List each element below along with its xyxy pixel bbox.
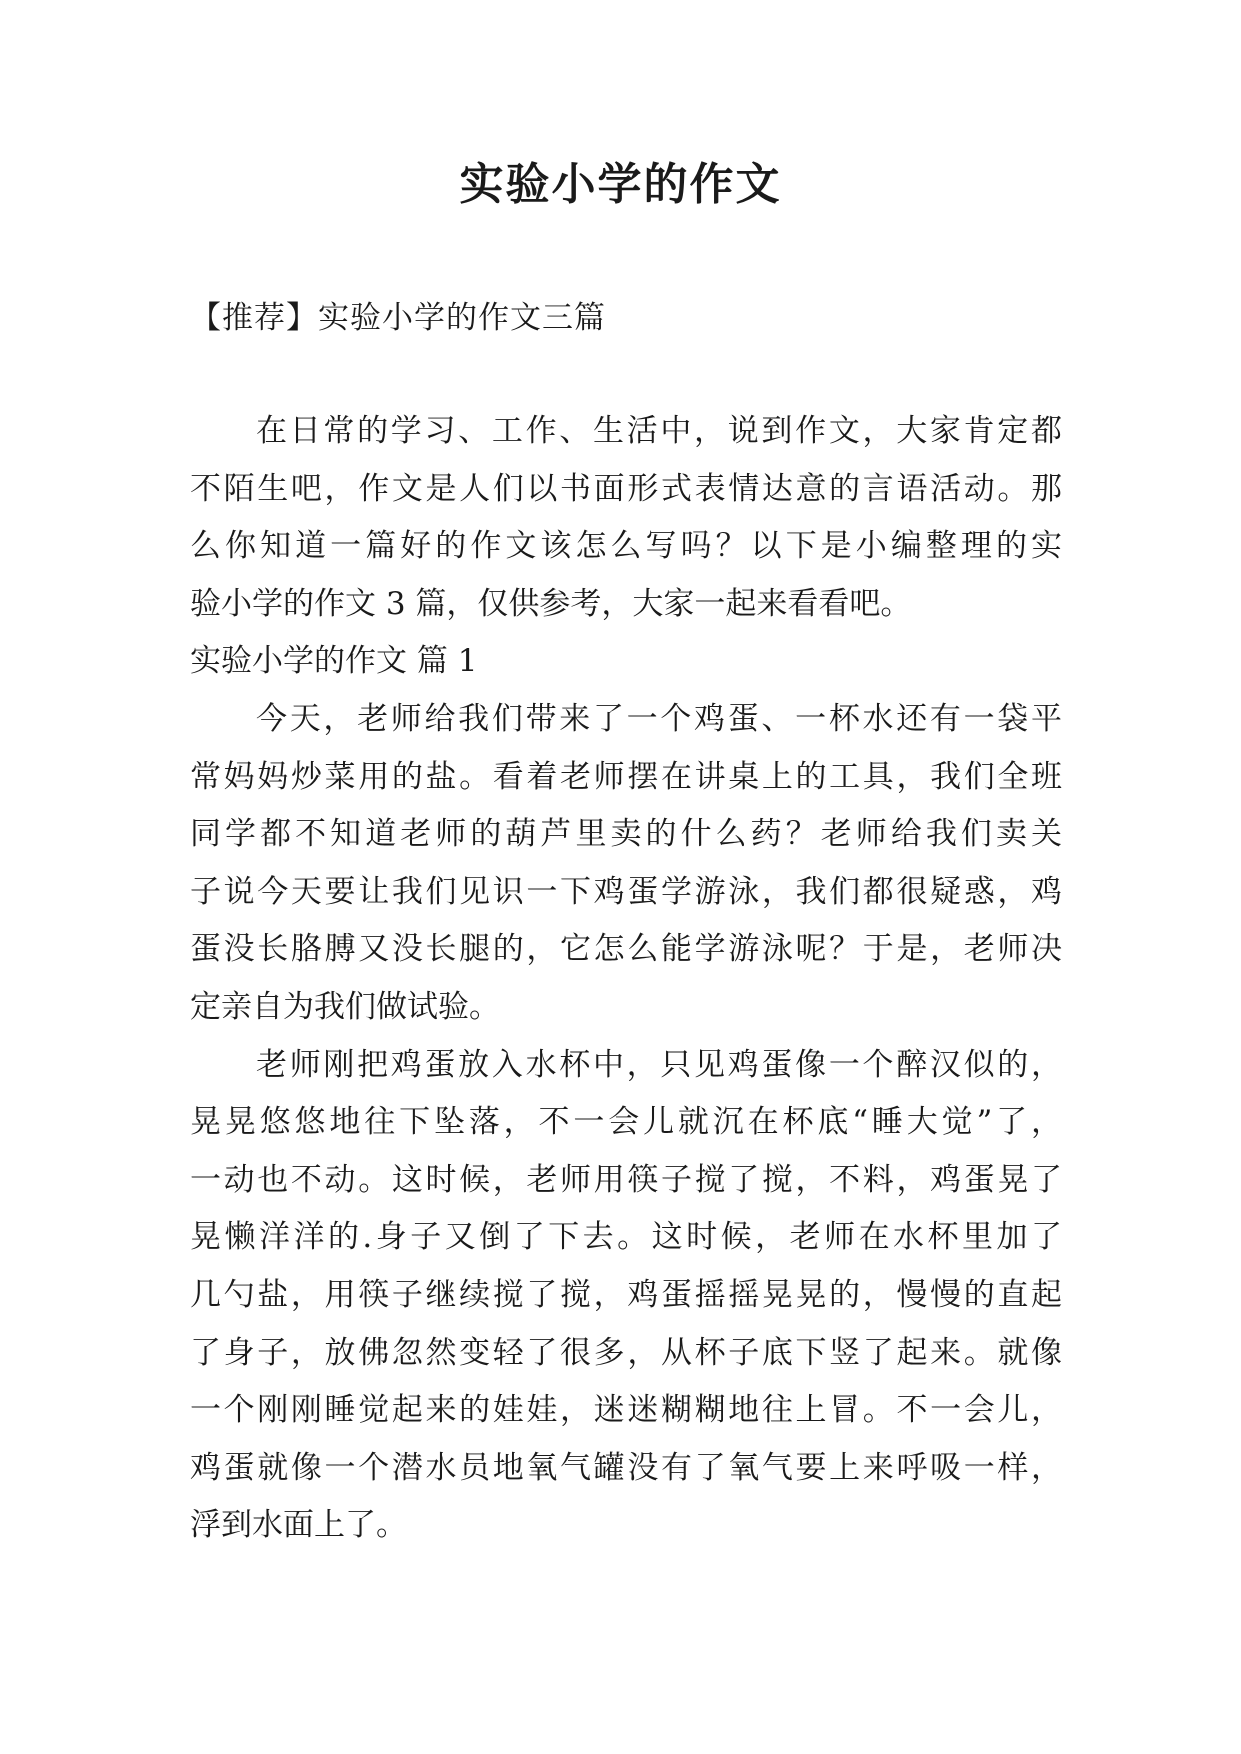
document-title: 实验小学的作文 [459, 159, 782, 210]
body-line: 了身子，放佛忽然变轻了很多，从杯子底下竖了起来。就像 [190, 1334, 1062, 1371]
body-line: 蛋没长胳膊又没长腿的，它怎么能学游泳呢？于是，老师决 [190, 931, 1062, 968]
body-line: 几勺盐，用筷子继续搅了搅，鸡蛋摇摇晃晃的，慢慢的直起 [190, 1276, 1062, 1313]
document-subtitle: 【推荐】实验小学的作文三篇 [190, 300, 606, 336]
body-line: 同学都不知道老师的葫芦里卖的什么药？老师给我们卖关 [190, 816, 1062, 853]
body-line: 一个刚刚睡觉起来的娃娃，迷迷糊糊地往上冒。不一会儿， [190, 1392, 1062, 1429]
body-line: 今天，老师给我们带来了一个鸡蛋、一杯水还有一袋平 [256, 700, 1062, 737]
document-body [190, 403, 1062, 1555]
body-line: 浮到水面上了。 [190, 1507, 407, 1544]
body-line: 验小学的作文 3 篇，仅供参考，大家一起来看看吧。 [190, 585, 912, 622]
body-line: 定亲自为我们做试验。 [190, 988, 500, 1025]
body-line: 一动也不动。这时候，老师用筷子搅了搅，不料，鸡蛋晃了 [190, 1161, 1062, 1198]
body-line: 子说今天要让我们见识一下鸡蛋学游泳，我们都很疑惑，鸡 [190, 873, 1062, 910]
body-line: 实验小学的作文 篇 1 [190, 643, 478, 680]
body-line: 鸡蛋就像一个潜水员地氧气罐没有了氧气要上来呼吸一样， [190, 1449, 1062, 1486]
body-line: 常妈妈炒菜用的盐。看着老师摆在讲桌上的工具，我们全班 [190, 758, 1062, 795]
body-line: 晃晃悠悠地往下坠落，不一会儿就沉在杯底“睡大觉”了， [190, 1104, 1062, 1141]
body-line: 老师刚把鸡蛋放入水杯中，只见鸡蛋像一个醉汉似的， [256, 1046, 1062, 1083]
body-line: 不陌生吧，作文是人们以书面形式表情达意的言语活动。那 [190, 470, 1062, 507]
body-line: 晃懒洋洋的.身子又倒了下去。这时候，老师在水杯里加了 [190, 1219, 1062, 1256]
body-line: 在日常的学习、工作、生活中，说到作文，大家肯定都 [256, 413, 1062, 449]
body-line: 么你知道一篇好的作文该怎么写吗？以下是小编整理的实 [190, 528, 1062, 565]
